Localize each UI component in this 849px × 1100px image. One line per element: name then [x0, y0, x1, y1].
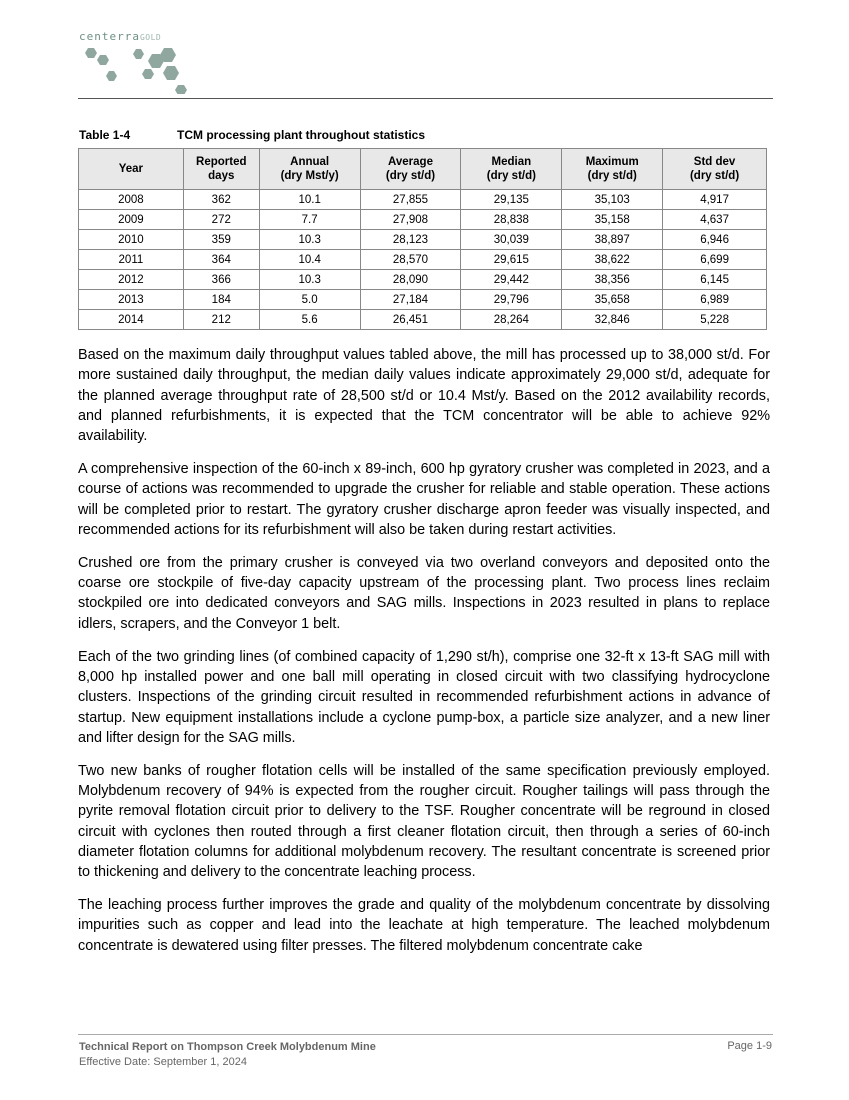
table-row [79, 310, 767, 330]
table-cell: 27,908 [360, 210, 461, 230]
column-header-text: Average [388, 156, 433, 168]
table-cell: 27,184 [360, 290, 461, 310]
table-cell: 5,228 [663, 310, 767, 330]
table-cell: 184 [183, 290, 259, 310]
table-cell: 38,356 [562, 270, 663, 290]
table-number: Table 1-4 [79, 128, 131, 142]
column-header-text: Std dev [693, 156, 736, 168]
column-header [183, 149, 259, 190]
column-header-text: Reported [196, 156, 247, 168]
table-cell: 29,615 [461, 250, 562, 270]
table-cell: 2008 [79, 190, 184, 210]
footer-effective-date: Effective Date: September 1, 2024 [79, 1056, 247, 1068]
table-cell: 362 [183, 190, 259, 210]
table-cell: 29,135 [461, 190, 562, 210]
body-paragraph: The leaching process further improves the grade and quality of the molybdenum concentrate by dissolving impurities such as copper and lead into the leachate at high temperature. The leached molybdenum concentrate is dewatered using filter presses. The filtered molybdenum concentrate cake [78, 897, 770, 954]
table-cell: 5.6 [259, 310, 360, 330]
table-cell: 35,658 [562, 290, 663, 310]
table-body [79, 190, 767, 330]
table-cell: 2010 [79, 230, 184, 250]
column-header [79, 149, 184, 190]
table-row [79, 250, 767, 270]
table-cell: 2013 [79, 290, 184, 310]
body-text [78, 345, 770, 969]
table-title: TCM processing plant throughout statistics [177, 128, 426, 142]
table-cell: 6,145 [663, 270, 767, 290]
table-cell: 6,989 [663, 290, 767, 310]
table-cell: 359 [183, 230, 259, 250]
company-logo [79, 30, 209, 94]
table-cell: 212 [183, 310, 259, 330]
table-cell: 10.3 [259, 270, 360, 290]
table-cell: 2012 [79, 270, 184, 290]
table-cell: 4,637 [663, 210, 767, 230]
table-cell: 28,264 [461, 310, 562, 330]
column-header [259, 149, 360, 190]
table-cell: 366 [183, 270, 259, 290]
logo-name-main: centerra [79, 30, 140, 43]
body-paragraph: Based on the maximum daily throughput values tabled above, the mill has processed up to 38,000 st/d. For more sustained daily throughput, the median daily values indicate approximately 29,000 st/d, adequate for the planned average throughput rate of 28,500 st/d or 10.4 Mst/y. Based on the 2012 availability records, and planned refurbishments, it is expected that the TCM concentrator will be able to achieve 92% availability. [78, 347, 770, 445]
body-paragraph: Two new banks of rougher flotation cells will be installed of the same specification previously employed. Molybdenum recovery of 94% is expected from the rougher circuit. Rougher tailings will pass through the pyrite removal flotation circuit prior to delivery to the TSF. Rougher concentrate will be reground in closed circuit with cyclones then routed through a first cleaner flotation circuit, then through a series of 60-inch diameter flotation columns for additional molybdenum recovery. The resultant concentrate is screened prior to thickening and delivery to the concentrate leaching process. [78, 762, 770, 881]
table-row [79, 270, 767, 290]
table-cell: 38,897 [562, 230, 663, 250]
table-cell: 38,622 [562, 250, 663, 270]
table-cell: 2014 [79, 310, 184, 330]
table-cell: 6,699 [663, 250, 767, 270]
table-cell: 28,838 [461, 210, 562, 230]
table-cell: 10.3 [259, 230, 360, 250]
table-cell: 2011 [79, 250, 184, 270]
column-header-text: (dry st/d) [385, 170, 436, 182]
table-cell: 27,855 [360, 190, 461, 210]
table-row [79, 190, 767, 210]
column-header [461, 149, 562, 190]
table-header-row [79, 149, 767, 190]
column-header-text: (dry st/d) [689, 170, 740, 182]
table-cell: 2009 [79, 210, 184, 230]
body-paragraph: Crushed ore from the primary crusher is conveyed via two overland conveyors and deposited onto the coarse ore stockpile of five-day capacity upstream of the processing plant. Two process lines reclaim stockpiled ore into dedicated conveyors and SAG mills. Inspections in 2023 resulted in plans to replace idlers, scrapers, and the Conveyor 1 belt. [78, 554, 770, 632]
logo-name-accent: GOLD [139, 33, 162, 42]
table-row [79, 210, 767, 230]
column-header [360, 149, 461, 190]
column-header [663, 149, 767, 190]
table-cell: 35,158 [562, 210, 663, 230]
table-cell: 4,917 [663, 190, 767, 210]
table-cell: 30,039 [461, 230, 562, 250]
logo-wordmark [79, 30, 161, 43]
table-cell: 29,796 [461, 290, 562, 310]
table-cell: 28,123 [360, 230, 461, 250]
table-cell: 35,103 [562, 190, 663, 210]
column-header-text: Annual [290, 156, 330, 168]
column-header [562, 149, 663, 190]
table-cell: 29,442 [461, 270, 562, 290]
header-divider [78, 98, 773, 99]
column-header-text: (dry st/d) [587, 170, 637, 182]
footer-info [79, 1040, 376, 1070]
table-cell: 5.0 [259, 290, 360, 310]
column-header-text: Median [491, 156, 532, 168]
column-header-text: days [208, 170, 235, 182]
table-row [79, 230, 767, 250]
table-cell: 364 [183, 250, 259, 270]
footer-divider [78, 1034, 773, 1035]
body-paragraph: Each of the two grinding lines (of combined capacity of 1,290 st/h), comprise one 32-ft x 13-ft SAG mill with 8,000 hp installed power and one ball mill operating in closed circuit with two classifying hydrocyclone clusters. Inspections of the grinding circuit resulted in recommended refurbishment actions in advance of startup. New equipment installations include a cyclone pump-box, a particle size analyzer, and a new liner and lifter design for the SAG mills. [78, 648, 770, 746]
table-cell: 26,451 [360, 310, 461, 330]
table-cell: 6,946 [663, 230, 767, 250]
column-header-text: (dry st/d) [486, 170, 536, 182]
table-cell: 272 [183, 210, 259, 230]
logo-hexagons-icon [79, 44, 199, 94]
table-cell: 28,090 [360, 270, 461, 290]
table-row [79, 290, 767, 310]
table-cell: 10.1 [259, 190, 360, 210]
column-header-text: (dry Mst/y) [280, 170, 339, 182]
page-number: Page 1-9 [727, 1040, 772, 1052]
table-cell: 28,570 [360, 250, 461, 270]
column-header-text: Year [118, 163, 144, 175]
footer-report-title: Technical Report on Thompson Creek Molybdenum Mine [79, 1041, 376, 1053]
table-cell: 10.4 [259, 250, 360, 270]
table-cell: 7.7 [259, 210, 360, 230]
throughput-statistics-table [78, 148, 767, 330]
table-caption [79, 128, 425, 142]
table-cell: 32,846 [562, 310, 663, 330]
column-header-text: Maximum [585, 156, 639, 168]
body-paragraph: A comprehensive inspection of the 60-inch x 89-inch, 600 hp gyratory crusher was completed in 2023, and a course of actions was recommended to upgrade the crusher for reliable and stable operation. These actions will be completed prior to restart. The gyratory crusher discharge apron feeder was visually inspected, and recommended actions for its refurbishment will also be taken during restart activities. [78, 461, 770, 538]
